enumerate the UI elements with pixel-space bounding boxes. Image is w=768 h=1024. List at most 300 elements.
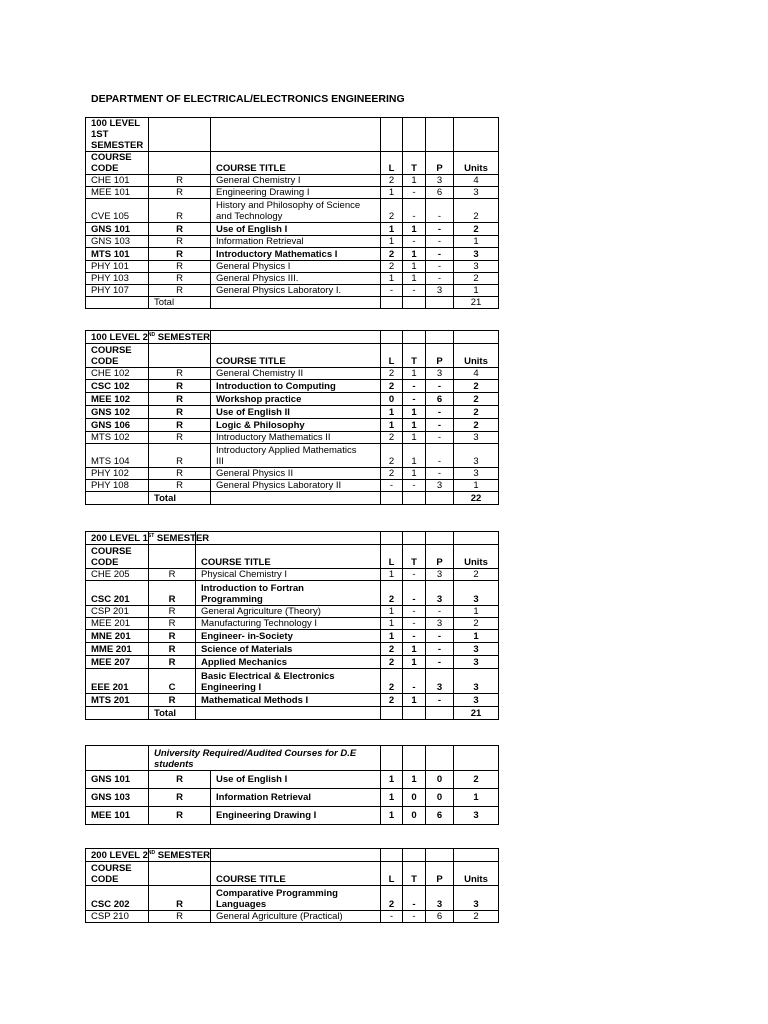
- semester-title-row: [86, 849, 499, 862]
- course-t: 1: [403, 175, 426, 187]
- table-row: [86, 368, 499, 380]
- course-title: Use of English II: [211, 406, 381, 419]
- table-row: [86, 261, 499, 273]
- course-status: R: [149, 643, 196, 656]
- course-title: Engineering Drawing I: [211, 807, 381, 825]
- course-p: 6: [426, 911, 454, 923]
- course-code: EEE 201: [86, 669, 149, 694]
- header-t: T: [403, 344, 426, 368]
- course-p: 3: [426, 581, 454, 606]
- course-status: R: [149, 368, 211, 380]
- course-p: 3: [426, 368, 454, 380]
- course-units: 2: [454, 199, 499, 223]
- total-row: [86, 297, 499, 309]
- course-code: CSC 201: [86, 581, 149, 606]
- course-l: 1: [381, 273, 403, 285]
- course-p: -: [426, 656, 454, 669]
- course-code: PHY 103: [86, 273, 149, 285]
- course-units: 2: [454, 223, 499, 236]
- course-t: -: [403, 187, 426, 199]
- course-t: 1: [403, 223, 426, 236]
- course-p: 3: [426, 569, 454, 581]
- course-t: 1: [403, 261, 426, 273]
- course-code: MME 201: [86, 643, 149, 656]
- total-units: 21: [454, 297, 499, 309]
- course-title: Comparative Programming Languages: [211, 886, 381, 911]
- header-course-code: COURSE CODE: [86, 152, 149, 175]
- header-p: P: [426, 862, 454, 886]
- course-status: R: [149, 807, 211, 825]
- course-status: R: [149, 444, 211, 468]
- header-t: T: [403, 545, 426, 569]
- course-l: 2: [381, 468, 403, 480]
- table-row: [86, 380, 499, 393]
- course-l: -: [381, 285, 403, 297]
- course-code: GNS 101: [86, 771, 149, 789]
- semester-title-row: [86, 118, 499, 152]
- header-units: Units: [454, 545, 499, 569]
- course-units: 1: [454, 285, 499, 297]
- course-p: -: [426, 419, 454, 432]
- course-units: 3: [454, 886, 499, 911]
- course-t: -: [403, 569, 426, 581]
- header-course-code: COURSE CODE: [86, 862, 149, 886]
- course-l: 2: [381, 656, 403, 669]
- course-code: CSP 201: [86, 606, 149, 618]
- table-row: [86, 694, 499, 707]
- course-p: 3: [426, 886, 454, 911]
- table-row: [86, 643, 499, 656]
- course-status: R: [149, 886, 211, 911]
- course-status: R: [149, 630, 196, 643]
- table-row: [86, 669, 499, 694]
- course-t: 1: [403, 432, 426, 444]
- course-l: 2: [381, 261, 403, 273]
- table-row: [86, 175, 499, 187]
- course-units: 1: [454, 236, 499, 248]
- total-row: [86, 492, 499, 505]
- course-code: CSP 210: [86, 911, 149, 923]
- course-t: 1: [403, 656, 426, 669]
- course-l: 2: [381, 444, 403, 468]
- course-t: 1: [403, 643, 426, 656]
- course-p: -: [426, 248, 454, 261]
- table-row: [86, 187, 499, 199]
- header-t: T: [403, 152, 426, 175]
- header-course-code: COURSE CODE: [86, 344, 149, 368]
- table-200-level-1st-semester: [85, 531, 499, 720]
- course-p: 3: [426, 618, 454, 630]
- course-status: R: [149, 789, 211, 807]
- course-code: MEE 201: [86, 618, 149, 630]
- course-units: 3: [454, 694, 499, 707]
- course-units: 1: [454, 606, 499, 618]
- course-p: -: [426, 630, 454, 643]
- course-units: 3: [454, 444, 499, 468]
- course-status: R: [149, 261, 211, 273]
- course-l: 2: [381, 694, 403, 707]
- course-l: 2: [381, 581, 403, 606]
- course-status: R: [149, 248, 211, 261]
- de-heading-row: [86, 746, 499, 771]
- header-course-title: COURSE TITLE: [196, 545, 381, 569]
- course-p: -: [426, 199, 454, 223]
- course-p: -: [426, 261, 454, 273]
- course-title: Manufacturing Technology I: [196, 618, 381, 630]
- course-l: 2: [381, 886, 403, 911]
- course-p: -: [426, 468, 454, 480]
- course-status: R: [149, 694, 196, 707]
- course-code: GNS 103: [86, 236, 149, 248]
- course-l: 1: [381, 187, 403, 199]
- course-status: R: [149, 187, 211, 199]
- course-units: 4: [454, 368, 499, 380]
- page-title: DEPARTMENT OF ELECTRICAL/ELECTRONICS ENGINEERING: [91, 93, 405, 105]
- course-l: -: [381, 480, 403, 492]
- header-units: Units: [454, 152, 499, 175]
- course-l: 1: [381, 569, 403, 581]
- course-units: 3: [454, 643, 499, 656]
- table-row: [86, 911, 499, 923]
- course-l: 1: [381, 789, 403, 807]
- table-row: [86, 630, 499, 643]
- course-status: R: [149, 406, 211, 419]
- course-code: MNE 201: [86, 630, 149, 643]
- course-t: -: [403, 606, 426, 618]
- course-title: General Chemistry II: [211, 368, 381, 380]
- course-status: R: [149, 468, 211, 480]
- course-t: 1: [403, 248, 426, 261]
- course-units: 2: [454, 419, 499, 432]
- course-t: -: [403, 581, 426, 606]
- table-row: [86, 406, 499, 419]
- header-p: P: [426, 344, 454, 368]
- header-l: L: [381, 152, 403, 175]
- table-row: [86, 569, 499, 581]
- course-title: Logic & Philosophy: [211, 419, 381, 432]
- course-units: 1: [454, 480, 499, 492]
- table-row: [86, 444, 499, 468]
- course-t: 0: [403, 807, 426, 825]
- course-status: R: [149, 175, 211, 187]
- course-status: R: [149, 581, 196, 606]
- course-l: 2: [381, 248, 403, 261]
- table-row: [86, 807, 499, 825]
- course-code: CSC 202: [86, 886, 149, 911]
- total-label: Total: [149, 297, 211, 309]
- course-status: R: [149, 480, 211, 492]
- course-title: General Physics Laboratory I.: [211, 285, 381, 297]
- course-p: -: [426, 606, 454, 618]
- course-l: 1: [381, 618, 403, 630]
- course-t: -: [403, 236, 426, 248]
- course-units: 3: [454, 669, 499, 694]
- course-l: 2: [381, 380, 403, 393]
- course-l: 2: [381, 199, 403, 223]
- table-row: [86, 236, 499, 248]
- table-row: [86, 419, 499, 432]
- table-100-level-1st-semester: [85, 117, 499, 309]
- course-p: -: [426, 380, 454, 393]
- de-heading: University Required/Audited Courses for D.E students: [149, 746, 381, 771]
- course-p: 3: [426, 285, 454, 297]
- course-title: General Physics II: [211, 468, 381, 480]
- semester-title: 100 LEVEL 1ST SEMESTER: [86, 118, 149, 152]
- course-status: R: [149, 236, 211, 248]
- course-l: 2: [381, 432, 403, 444]
- course-title: Engineer- in-Society: [196, 630, 381, 643]
- course-p: -: [426, 444, 454, 468]
- course-t: 1: [403, 419, 426, 432]
- course-units: 3: [454, 807, 499, 825]
- course-title: General Physics Laboratory II: [211, 480, 381, 492]
- semester-title-row: [86, 331, 499, 344]
- course-units: 2: [454, 406, 499, 419]
- course-title: General Chemistry I: [211, 175, 381, 187]
- table-de-required-courses: [85, 745, 499, 825]
- course-title: General Agriculture (Theory): [196, 606, 381, 618]
- course-status: R: [149, 911, 211, 923]
- course-code: CVE 105: [86, 199, 149, 223]
- course-code: PHY 107: [86, 285, 149, 297]
- course-units: 3: [454, 248, 499, 261]
- table-row: [86, 248, 499, 261]
- semester-title: 100 LEVEL 2ND SEMESTER: [86, 331, 149, 344]
- course-code: PHY 101: [86, 261, 149, 273]
- course-status: R: [149, 618, 196, 630]
- table-row: [86, 273, 499, 285]
- course-code: MTS 102: [86, 432, 149, 444]
- course-l: 2: [381, 175, 403, 187]
- course-p: -: [426, 273, 454, 285]
- course-code: CHE 101: [86, 175, 149, 187]
- course-p: -: [426, 432, 454, 444]
- course-code: MTS 104: [86, 444, 149, 468]
- course-t: -: [403, 886, 426, 911]
- course-status: R: [149, 199, 211, 223]
- course-code: MEE 102: [86, 393, 149, 406]
- course-code: PHY 102: [86, 468, 149, 480]
- course-status: C: [149, 669, 196, 694]
- table-row: [86, 432, 499, 444]
- header-course-code: COURSE CODE: [86, 545, 149, 569]
- course-units: 3: [454, 187, 499, 199]
- course-l: 2: [381, 669, 403, 694]
- course-l: 1: [381, 236, 403, 248]
- course-p: 3: [426, 175, 454, 187]
- course-p: -: [426, 643, 454, 656]
- course-p: -: [426, 406, 454, 419]
- course-p: 0: [426, 789, 454, 807]
- course-status: R: [149, 419, 211, 432]
- course-t: 1: [403, 273, 426, 285]
- course-title: Introductory Applied Mathematics III: [211, 444, 381, 468]
- course-p: 6: [426, 393, 454, 406]
- course-code: MTS 201: [86, 694, 149, 707]
- course-l: 1: [381, 419, 403, 432]
- course-p: 6: [426, 187, 454, 199]
- course-l: 1: [381, 606, 403, 618]
- course-title: Mathematical Methods I: [196, 694, 381, 707]
- table-row: [86, 199, 499, 223]
- total-label: Total: [149, 492, 211, 505]
- header-row: [86, 344, 499, 368]
- total-units: 21: [454, 707, 499, 720]
- header-l: L: [381, 344, 403, 368]
- course-p: -: [426, 223, 454, 236]
- course-t: -: [403, 618, 426, 630]
- header-course-title: COURSE TITLE: [211, 152, 381, 175]
- course-title: Applied Mechanics: [196, 656, 381, 669]
- course-units: 2: [454, 618, 499, 630]
- course-code: MTS 101: [86, 248, 149, 261]
- table-row: [86, 468, 499, 480]
- course-code: GNS 102: [86, 406, 149, 419]
- header-p: P: [426, 152, 454, 175]
- course-title: Workshop practice: [211, 393, 381, 406]
- course-title: General Physics I: [211, 261, 381, 273]
- course-units: 2: [454, 569, 499, 581]
- table-row: [86, 393, 499, 406]
- course-p: 3: [426, 480, 454, 492]
- course-title: Engineering Drawing I: [211, 187, 381, 199]
- table-row: [86, 618, 499, 630]
- course-code: CHE 102: [86, 368, 149, 380]
- course-l: 2: [381, 643, 403, 656]
- header-t: T: [403, 862, 426, 886]
- course-title: Introduction to Fortran Programming: [196, 581, 381, 606]
- table-row: [86, 606, 499, 618]
- semester-title-row: [86, 532, 499, 545]
- course-units: 4: [454, 175, 499, 187]
- course-status: R: [149, 771, 211, 789]
- course-units: 2: [454, 771, 499, 789]
- course-units: 2: [454, 273, 499, 285]
- header-row: [86, 152, 499, 175]
- header-l: L: [381, 862, 403, 886]
- course-t: -: [403, 911, 426, 923]
- course-l: 1: [381, 807, 403, 825]
- course-units: 2: [454, 911, 499, 923]
- table-200-level-2nd-semester: [85, 848, 499, 923]
- header-row: [86, 862, 499, 886]
- header-course-title: COURSE TITLE: [211, 862, 381, 886]
- table-row: [86, 480, 499, 492]
- course-t: 1: [403, 694, 426, 707]
- course-units: 1: [454, 630, 499, 643]
- course-units: 3: [454, 432, 499, 444]
- course-t: 1: [403, 468, 426, 480]
- header-l: L: [381, 545, 403, 569]
- course-p: -: [426, 694, 454, 707]
- course-units: 1: [454, 789, 499, 807]
- course-code: MEE 101: [86, 187, 149, 199]
- course-t: 1: [403, 368, 426, 380]
- course-title: Use of English I: [211, 223, 381, 236]
- table-row: [86, 789, 499, 807]
- table-row: [86, 223, 499, 236]
- course-title: Information Retrieval: [211, 789, 381, 807]
- course-t: -: [403, 199, 426, 223]
- course-p: -: [426, 236, 454, 248]
- course-status: R: [149, 393, 211, 406]
- course-title: Information Retrieval: [211, 236, 381, 248]
- course-title: Introductory Mathematics II: [211, 432, 381, 444]
- course-l: 0: [381, 393, 403, 406]
- course-t: -: [403, 480, 426, 492]
- course-p: 3: [426, 669, 454, 694]
- course-units: 2: [454, 380, 499, 393]
- course-title: General Agriculture (Practical): [211, 911, 381, 923]
- course-t: -: [403, 669, 426, 694]
- course-l: 1: [381, 771, 403, 789]
- course-code: MEE 101: [86, 807, 149, 825]
- table-100-level-2nd-semester: [85, 330, 499, 505]
- course-title: General Physics III.: [211, 273, 381, 285]
- course-title: Science of Materials: [196, 643, 381, 656]
- course-title: Basic Electrical & Electronics Engineering I: [196, 669, 381, 694]
- course-code: GNS 101: [86, 223, 149, 236]
- course-t: 1: [403, 444, 426, 468]
- header-course-title: COURSE TITLE: [211, 344, 381, 368]
- course-code: CSC 102: [86, 380, 149, 393]
- course-l: 1: [381, 223, 403, 236]
- total-units: 22: [454, 492, 499, 505]
- course-l: 2: [381, 368, 403, 380]
- course-title: Introduction to Computing: [211, 380, 381, 393]
- course-l: -: [381, 911, 403, 923]
- course-p: 6: [426, 807, 454, 825]
- course-status: R: [149, 656, 196, 669]
- table-row: [86, 285, 499, 297]
- header-p: P: [426, 545, 454, 569]
- course-title: History and Philosophy of Science and Technology: [211, 199, 381, 223]
- table-row: [86, 771, 499, 789]
- table-row: [86, 656, 499, 669]
- header-units: Units: [454, 344, 499, 368]
- course-units: 3: [454, 581, 499, 606]
- course-units: 3: [454, 468, 499, 480]
- course-code: GNS 103: [86, 789, 149, 807]
- total-row: [86, 707, 499, 720]
- course-t: -: [403, 380, 426, 393]
- course-code: PHY 108: [86, 480, 149, 492]
- table-row: [86, 581, 499, 606]
- course-t: 0: [403, 789, 426, 807]
- course-t: -: [403, 285, 426, 297]
- course-status: R: [149, 606, 196, 618]
- course-title: Introductory Mathematics I: [211, 248, 381, 261]
- header-units: Units: [454, 862, 499, 886]
- course-units: 3: [454, 656, 499, 669]
- header-row: [86, 545, 499, 569]
- course-t: -: [403, 393, 426, 406]
- course-t: -: [403, 630, 426, 643]
- course-t: 1: [403, 406, 426, 419]
- course-status: R: [149, 380, 211, 393]
- course-status: R: [149, 432, 211, 444]
- course-p: 0: [426, 771, 454, 789]
- course-l: 1: [381, 630, 403, 643]
- course-units: 2: [454, 393, 499, 406]
- course-title: Physical Chemistry I: [196, 569, 381, 581]
- table-row: [86, 886, 499, 911]
- course-code: CHE 205: [86, 569, 149, 581]
- course-l: 1: [381, 406, 403, 419]
- course-status: R: [149, 285, 211, 297]
- total-label: Total: [149, 707, 196, 720]
- course-status: R: [149, 273, 211, 285]
